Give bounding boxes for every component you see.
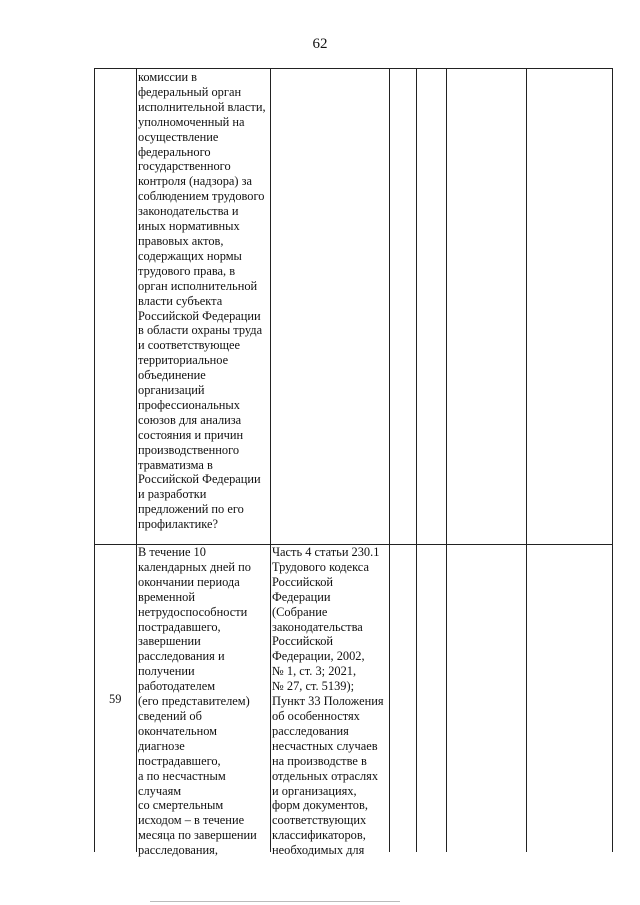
column-divider-3 (389, 68, 390, 852)
requirement-text-line: расследования и (138, 649, 225, 664)
requirement-text-line: производственного (138, 442, 240, 457)
row-59-requirement-cell (138, 545, 257, 858)
requirement-text-line: состояния и причин (138, 427, 244, 442)
requirement-text-line: пострадавшего, (138, 753, 221, 768)
requirement-text-line: Российской Федерации (138, 472, 261, 487)
legal-reference-line: Трудового кодекса (272, 559, 369, 574)
legal-reference-line: расследования (272, 723, 349, 738)
requirement-text-line: иных нормативных (138, 219, 240, 234)
table-border-right (612, 68, 613, 852)
requirement-text-line: территориальное (138, 353, 229, 368)
requirement-text-line: объединение (138, 368, 206, 383)
requirement-text-line: (его представителем) (138, 694, 250, 709)
requirement-text-line: законодательства и (138, 204, 239, 219)
requirement-text-line: расследования, (138, 843, 218, 858)
requirement-text-line: календарных дней по (138, 559, 251, 574)
table-border-top (94, 68, 613, 69)
legal-reference-line: на производстве в (272, 753, 367, 768)
legal-reference-line: № 1, ст. 3; 2021, (272, 664, 357, 679)
requirement-text-line: федеральный орган (138, 84, 242, 99)
column-divider-5 (446, 68, 447, 852)
requirement-text-line: орган исполнительной (138, 278, 258, 293)
prev-row-requirement-cell (138, 70, 266, 532)
requirement-text-line: профилактике? (138, 517, 218, 532)
requirement-text-line: нетрудоспособности (138, 604, 248, 619)
legal-reference-line: соответствующих (272, 813, 367, 828)
legal-reference-line: Федерации, 2002, (272, 649, 365, 664)
table-border-left (94, 68, 95, 852)
requirement-text-line: содержащих нормы (138, 248, 242, 263)
requirement-text-line: государственного (138, 159, 231, 174)
requirement-text-line: случаям (138, 783, 182, 798)
requirement-text-line: получении (138, 664, 195, 679)
requirement-text-line: в области охраны труда (138, 323, 263, 338)
requirement-text-line: Российской Федерации (138, 308, 261, 323)
requirement-text-line: пострадавшего, (138, 619, 221, 634)
legal-reference-line: несчастных случаев (272, 738, 378, 753)
requirement-text-line: трудового права, в (138, 263, 236, 278)
requirement-text-line: со смертельным (138, 798, 224, 813)
requirement-text-line: исходом – в течение (138, 813, 245, 828)
legal-reference-line: Российской (272, 574, 334, 589)
legal-reference-line: и организациях, (272, 783, 357, 798)
legal-reference-line: Российской (272, 634, 334, 649)
requirement-text-line: а по несчастным (138, 768, 226, 783)
legal-reference-line: об особенностях (272, 708, 360, 723)
requirement-text-line: комиссии в (138, 70, 198, 84)
requirement-text-line: и разработки (138, 487, 207, 502)
requirement-text-line: сведений об (138, 708, 202, 723)
legal-reference-line: Пункт 33 Положения (272, 694, 384, 709)
requirement-text-line: власти субъекта (138, 293, 223, 308)
legal-reference-line: Часть 4 статьи 230.1 (272, 545, 380, 559)
requirement-text-line: работодателем (138, 679, 216, 694)
row-59-reference-cell (272, 545, 384, 858)
requirement-text-line: месяца по завершении (138, 828, 257, 843)
footer-rule (150, 901, 400, 902)
requirement-text-line: предложений по его (138, 502, 244, 517)
requirement-text-line: В течение 10 (138, 545, 206, 559)
column-divider-4 (416, 68, 417, 852)
requirement-text-line: организаций (138, 383, 205, 398)
column-divider-1 (136, 68, 137, 852)
requirement-text-line: правовых актов, (138, 233, 224, 248)
requirement-text-line: осуществление (138, 129, 219, 144)
requirement-text-line: союзов для анализа (138, 412, 242, 427)
requirement-text-line: уполномоченный на (138, 114, 245, 129)
legal-reference-line: классификаторов, (272, 828, 366, 843)
requirement-text-line: временной (138, 589, 195, 604)
requirement-text-line: соблюдением трудового (138, 189, 265, 204)
page-number: 62 (312, 36, 328, 52)
legal-reference-line: Федерации (272, 589, 331, 604)
legal-reference-line: № 27, ст. 5139); (272, 679, 355, 694)
requirement-text-line: исполнительной власти, (138, 99, 266, 114)
requirement-text-line: федерального (138, 144, 211, 159)
requirement-text-line: окончательном (138, 723, 218, 738)
legal-reference-line: отдельных отраслях (272, 768, 379, 783)
column-divider-2 (270, 68, 271, 852)
requirement-text-line: завершении (138, 634, 201, 649)
requirement-text-line: окончании периода (138, 574, 240, 589)
legal-reference-line: форм документов, (272, 798, 368, 813)
legal-reference-line: необходимых для (272, 843, 365, 858)
legal-reference-line: законодательства (272, 619, 363, 634)
requirement-text-line: и соответствующее (138, 338, 241, 353)
requirement-text-line: контроля (надзора) за (138, 174, 253, 189)
requirement-text-line: диагнозе (138, 738, 185, 753)
legal-reference-line: (Собрание (272, 604, 328, 619)
row-number: 59 (109, 692, 122, 706)
requirement-text-line: травматизма в (138, 457, 213, 472)
column-divider-6 (526, 68, 527, 852)
requirement-text-line: профессиональных (138, 397, 240, 412)
